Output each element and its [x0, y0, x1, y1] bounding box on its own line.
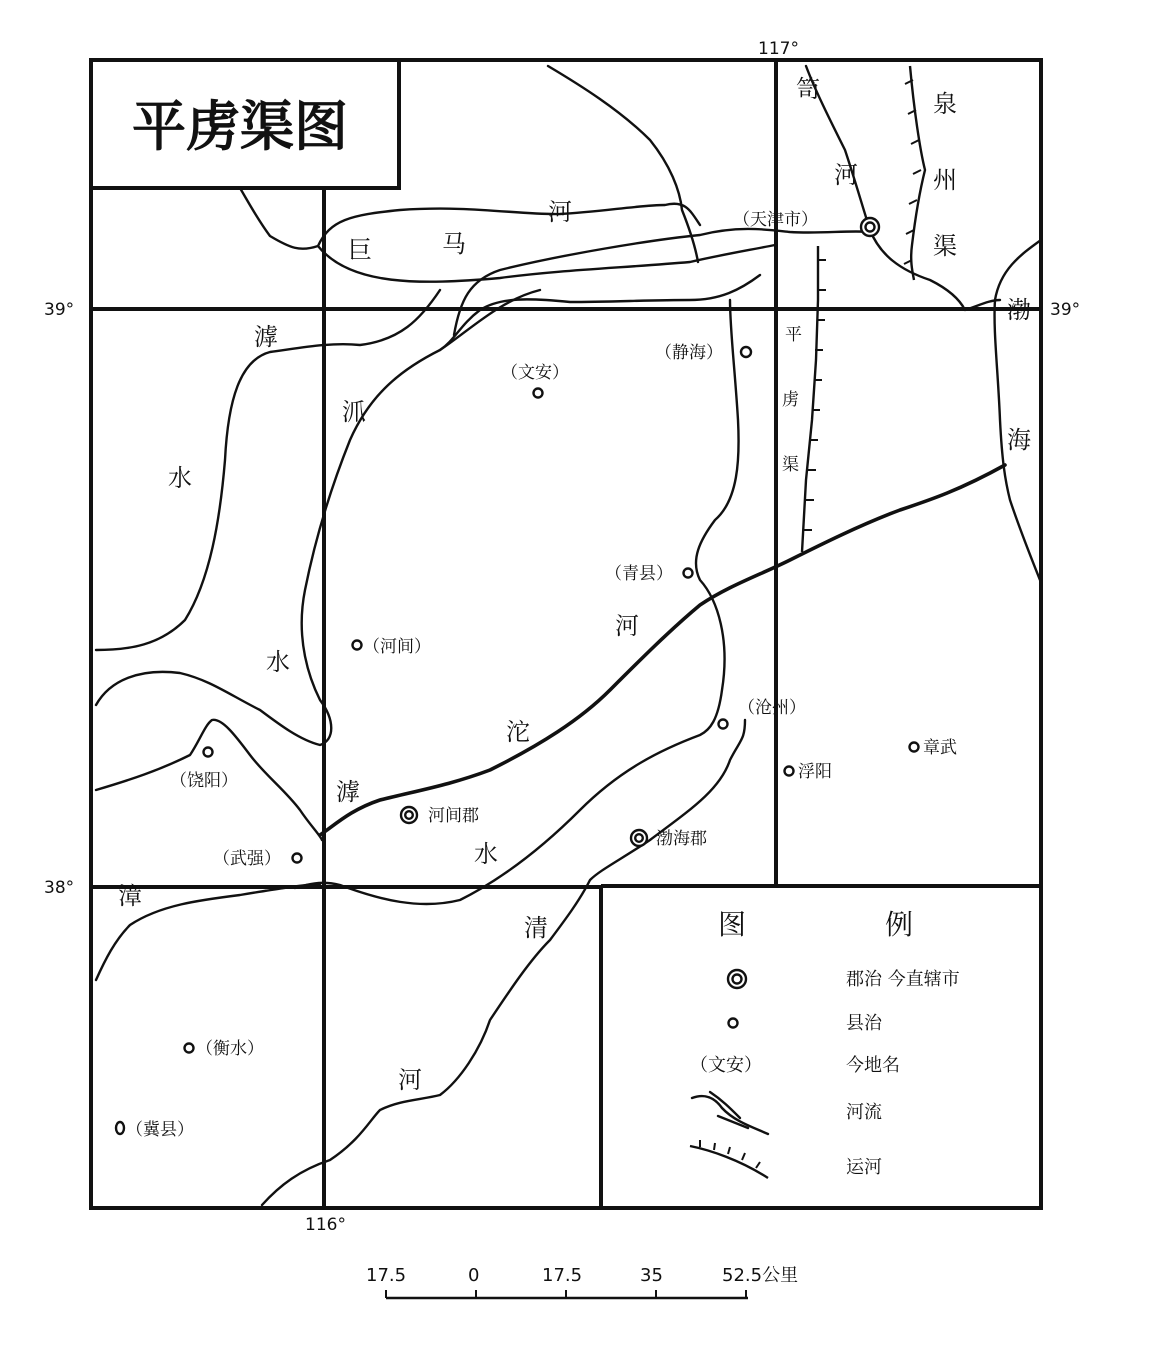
wenan-marker: [534, 389, 543, 398]
coord-38-left-label: 38°: [44, 878, 75, 898]
jixian-marker: [116, 1122, 124, 1134]
scale-label-5: 52.5公里: [722, 1265, 799, 1286]
hengshui-marker: [185, 1044, 194, 1053]
label-quanzhou-3: 渠: [933, 232, 957, 260]
legend-xian-symbol: [729, 1019, 738, 1028]
map-title: 平虏渠图: [132, 95, 348, 158]
label-pinglu-2: 虏: [782, 390, 799, 410]
cangzhou-marker: [719, 720, 728, 729]
label-hugu-2: 沠: [342, 398, 366, 426]
legend-modern-sample: （文安）: [690, 1055, 762, 1076]
quanzhou-canal: [910, 66, 925, 280]
label-zhang-1: 漳: [118, 882, 142, 910]
label-bohai-1: 渤: [1007, 296, 1031, 324]
pinglu-canal-hatches: [804, 260, 826, 530]
legend-xian-label: 县治: [846, 1013, 882, 1034]
raoyang-marker: [204, 748, 213, 757]
label-pinglu-3: 渠: [782, 455, 799, 475]
legend-river-symbol: [692, 1092, 768, 1134]
coord-117-label: 117°: [758, 39, 799, 59]
label-fuyang: 浮阳: [798, 762, 832, 782]
coord-39-right-label: 39°: [1050, 300, 1081, 320]
label-cangzhou: （沧州）: [738, 698, 806, 718]
scale-label-1: 17.5: [366, 1265, 407, 1286]
qingxian-marker: [684, 569, 693, 578]
zhangwu-marker: [910, 743, 919, 752]
label-quanzhou-2: 州: [933, 166, 957, 194]
label-gou-2: 河: [834, 161, 858, 189]
coord-39-left-label: 39°: [44, 300, 75, 320]
label-bohaijun: 渤海郡: [656, 829, 707, 849]
label-wenan: （文安）: [501, 363, 569, 383]
label-hugu-4: 水: [266, 648, 290, 676]
label-hugu-1: 滹: [254, 323, 278, 351]
pinglu-canal: [802, 246, 818, 552]
hejian-marker: [353, 641, 362, 650]
qing-river: [262, 720, 745, 1205]
label-jinghai: （静海）: [655, 343, 723, 363]
label-hejianjun: 河间郡: [428, 806, 479, 826]
label-hutuo-2: 沱: [506, 718, 530, 746]
juma-river-north-branch: [548, 66, 698, 262]
scale-bar: [386, 1290, 748, 1298]
label-jixian: （冀县）: [126, 1120, 194, 1140]
label-juma-3: 河: [548, 198, 572, 226]
fuyang-marker: [785, 767, 794, 776]
legend-canal-symbol: [690, 1140, 768, 1178]
label-qing-1: 清: [524, 914, 548, 942]
label-hengshui: （衡水）: [196, 1039, 264, 1059]
label-hugu-3: 水: [168, 464, 192, 492]
label-bohai-2: 海: [1007, 426, 1031, 454]
legend-modern-label: 今地名: [846, 1055, 900, 1076]
label-zhu-2: 水: [474, 840, 498, 868]
legend-jun-symbol: [728, 970, 746, 988]
label-qing-2: 河: [398, 1066, 422, 1094]
label-juma-2: 马: [442, 230, 466, 258]
label-gou-1: 笥: [796, 75, 820, 103]
legend-canal-label: 运河: [846, 1157, 882, 1178]
label-hejian: （河间）: [363, 637, 431, 657]
scale-label-3: 17.5: [542, 1265, 583, 1286]
label-pinglu-1: 平: [785, 325, 802, 345]
label-raoyang: （饶阳）: [170, 771, 238, 791]
scale-label-2: 0: [468, 1265, 480, 1286]
legend-river-label: 河流: [846, 1102, 882, 1123]
label-juma-1: 巨: [348, 236, 372, 264]
juma-river-inner: [454, 229, 870, 335]
jinghai-river: [295, 300, 739, 904]
label-qingxian: （青县）: [605, 564, 673, 584]
wuqiang-marker: [293, 854, 302, 863]
legend-jun-label: 郡治 今直辖市: [846, 969, 960, 990]
legend-title-2: 例: [885, 908, 914, 941]
juma-river-upper: [318, 204, 700, 246]
scale-label-4: 35: [640, 1265, 663, 1286]
hejianjun-marker: [401, 807, 417, 823]
hugu-north: [440, 275, 760, 350]
label-zhu-1: 滹: [336, 778, 360, 806]
jinghai-marker: [741, 347, 751, 357]
label-quanzhou-1: 泉: [933, 90, 957, 118]
legend-title-1: 图: [718, 908, 747, 941]
label-tianjin: （天津市）: [733, 210, 818, 230]
hugu-inner: [96, 290, 540, 745]
label-hutuo-1: 河: [615, 612, 639, 640]
label-wuqiang: （武强）: [213, 849, 281, 869]
label-zhangwu: 章武: [923, 738, 957, 758]
bohaijun-marker: [631, 830, 647, 846]
coord-116-label: 116°: [305, 1215, 346, 1235]
tianjin-marker: [861, 218, 879, 236]
map-frame: [91, 60, 1041, 1208]
bohai-coast: [995, 240, 1041, 580]
